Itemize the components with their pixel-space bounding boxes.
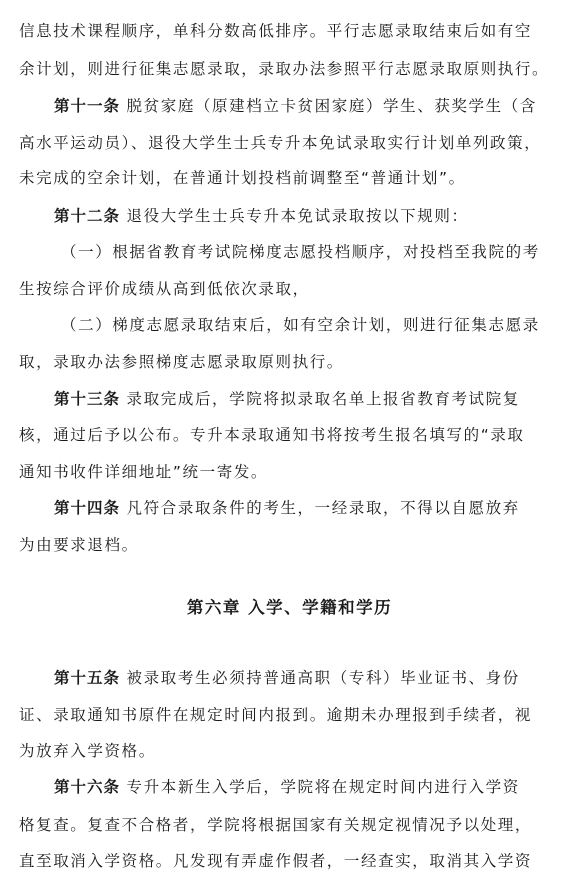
chapter-heading: 第六章 入学、学籍和学历 [186, 598, 393, 617]
line-text: 未完成的空余计划，在普通计划投档前调整至“普通计划”。 [19, 169, 466, 187]
text-line [19, 348, 561, 376]
text-line [54, 664, 561, 692]
text-line [54, 202, 561, 230]
line-text: 脱贫家庭（原建档立卡贫困家庭）学生、获奖学生（含 [120, 97, 537, 115]
text-line [19, 275, 561, 303]
line-text: 余计划，则进行征集志愿录取，录取办法参照平行志愿录取原则执行。 [19, 60, 550, 78]
text-line [19, 421, 561, 449]
text-line [19, 164, 561, 192]
text-line [54, 773, 561, 801]
article-number: 第十一条 [54, 97, 121, 115]
line-text: 被录取考生必须持普通高职（专科）毕业证书、身份 [120, 669, 520, 687]
text-line [19, 55, 561, 83]
text-line [19, 737, 561, 765]
text-line [19, 847, 561, 875]
line-text: （一）根据省教育考试院梯度志愿投档顺序，对投档至我院的考 [61, 243, 540, 261]
line-text: 为放弃入学资格。 [19, 742, 156, 760]
line-text: 核，通过后予以公布。专升本录取通知书将按考生报名填写的“录取 [19, 426, 525, 444]
line-text: 证、录取通知书原件在规定时间内报到。逾期未办理报到手续者，视 [19, 706, 533, 724]
line-text: 退役大学生士兵专升本免试录取按以下规则： [120, 207, 469, 225]
text-line [19, 531, 561, 559]
text-line [19, 458, 561, 486]
line-text: 为由要求退档。 [19, 536, 139, 554]
line-text: 通知书收件详细地址”统一寄发。 [19, 463, 269, 481]
line-text: 录取完成后，学院将拟录取名单上报省教育考试院复 [120, 390, 520, 408]
text-line [61, 238, 561, 266]
line-text: 格复查。复查不合格者，学院将根据国家有关规定视情况予以处理， [19, 816, 533, 834]
text-line [54, 494, 561, 522]
line-text: 直至取消入学资格。凡发现有弄虚作假者，一经查实，取消其入学资 [19, 852, 533, 870]
article-number: 第十三条 [54, 390, 121, 408]
article-number: 第十五条 [54, 669, 121, 687]
text-line [61, 311, 561, 339]
text-line [19, 129, 561, 157]
line-text: 专升本新生入学后，学院将在规定时间内进行入学资 [120, 778, 520, 796]
article-number: 第十二条 [54, 207, 121, 225]
line-text: 凡符合录取条件的考生，一经录取，不得以自愿放弃 [120, 499, 520, 517]
text-line [54, 92, 561, 120]
article-number: 第十四条 [54, 499, 121, 517]
line-text: 高水平运动员）、退役大学生士兵专升本免试录取实行计划单列政策， [19, 134, 542, 152]
article-number: 第十六条 [54, 778, 121, 796]
line-text: 生按综合评价成绩从高到低依次录取， [19, 280, 310, 298]
line-text: 信息技术课程顺序，单科分数高低排序。平行志愿录取结束后如有空 [19, 22, 533, 40]
text-line [54, 385, 561, 413]
line-text: （二）梯度志愿录取结束后，如有空余计划，则进行征集志愿录 [61, 316, 540, 334]
text-line [19, 701, 561, 729]
text-line [19, 811, 561, 839]
line-text: 取，录取办法参照梯度志愿录取原则执行。 [19, 353, 344, 371]
text-line [19, 17, 561, 45]
